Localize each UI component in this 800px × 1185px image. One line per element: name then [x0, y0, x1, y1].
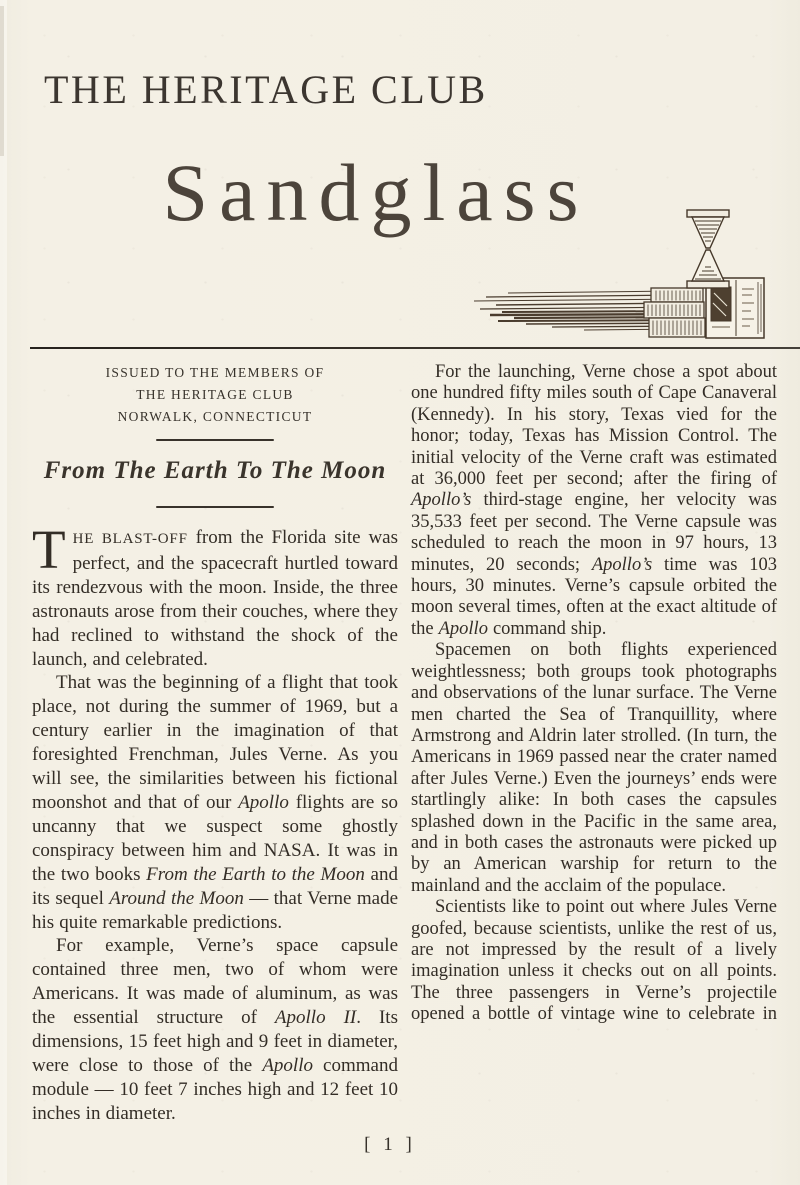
body-paragraph [411, 362, 777, 640]
body-text: flights are so uncanny that we suspect some ghostly conspiracy between him and NASA. It was in the two books [32, 791, 398, 885]
italic-text: From the Earth to the Moon [146, 863, 365, 885]
italic-text: Around the Moon [109, 887, 244, 909]
issued-line-1: ISSUED TO THE MEMBERS OF [105, 365, 325, 380]
body-text: For the launching, Verne chose a spot about one hundred fifty miles south of Cape Canaveral (Kennedy). In his story, Texas vied for the honor; today, Texas has Mission Control. The initial velocity of the Verne craft was estimated at 36,000 feet per second; after the firing of [411, 362, 777, 490]
left-column-text [32, 519, 398, 1126]
body-text: That was the beginning of a flight that took place, not during the summer of 1969, but a century earlier in the imagination of that foresighted Frenchman, Jules Verne. As you will see, the similarities between his fictional moonshot and that of our [32, 672, 398, 813]
header-rule [30, 347, 800, 349]
italic-text: Apollo II [274, 1007, 357, 1029]
lead-small-caps: HE BLAST-OFF [72, 531, 188, 547]
body-text: third-stage engine, her velocity was 35,533 feet per second. The Verne capsule was scheduled to reach the moon in 97 hours, 13 minutes, 20 seconds; [411, 490, 777, 575]
drop-cap: T [32, 519, 66, 580]
italic-text: Apollo [438, 618, 488, 639]
body-text: time was 103 hours, 30 minutes. Verne’s capsule orbited the moon several times, often at the exact altitude of the [411, 554, 778, 639]
body-text: For example, Verne’s space capsule contained three men, two of whom were Americans. It was made of aluminum, as was the essential structure of [32, 935, 398, 1029]
club-name: THE HERITAGE CLUB [44, 67, 488, 112]
body-paragraph [411, 640, 777, 897]
body-paragraph [32, 519, 398, 671]
body-text: command module — 10 feet 7 inches high and 12 feet 10 inches in diameter. [32, 1054, 398, 1124]
body-paragraph [32, 934, 398, 1125]
italic-text: Apollo’s [411, 490, 472, 511]
right-column [411, 356, 777, 1126]
body-text: Scientists like to point out where Jules Verne goofed, because scientists, unlike the rest of us, are not impressed by the result of a lively imagination unless it checks out on all points. The three passengers in Verne’s projectile opened a bottle of vintage wine to celebrate in [411, 897, 777, 1025]
body-text: and its sequel [32, 863, 398, 909]
article-title: From The Earth To The Moon [43, 457, 387, 484]
body-paragraph [411, 897, 777, 1025]
body-text: . Its dimensions, 15 feet high and 9 feet in diameter, were close to those of the [32, 1007, 398, 1076]
italic-text: Apollo’s [591, 554, 653, 575]
body-text: command ship. [487, 618, 607, 639]
italic-text: Apollo [262, 1054, 313, 1076]
issued-line-2: THE HERITAGE CLUB [136, 387, 294, 402]
body-text: — that Verne made his quite remarkable predictions. [32, 887, 398, 933]
issued-to-block [32, 356, 398, 428]
divider-rule-bottom [156, 506, 274, 508]
newsletter-title: Sandglass [162, 147, 590, 238]
issued-line-3: NORWALK, CONNECTICUT [117, 409, 313, 424]
body-text: Spacemen on both flights experienced weightlessness; both groups took photographs and observations of the lunar surface. The Verne men charted the Sea of Tranquillity, where Armstrong and Aldrin later strolled. (In turn, the Americans in 1969 passed near the crater named after Jules Verne.) Even the journeys’ ends were startlingly alike: In both cases the capsules splashed down in the Pacific in the same area, and in both cases the astronauts were picked up by an American warship for return to the mainland and the acclaim of the populace. [411, 640, 777, 896]
left-column [32, 356, 398, 1126]
article-columns [32, 356, 778, 1126]
right-column-text [411, 356, 777, 1026]
divider-rule-top [156, 439, 274, 441]
italic-text: Apollo [238, 791, 289, 813]
page-number: [ 1 ] [364, 1134, 416, 1155]
body-paragraph [32, 671, 398, 934]
body-text: from the Florida site was perfect, and the spacecraft hurtled toward its rendezvous with the moon. Inside, the three astronauts arose from their couches, where they had reclined to withstand the shock of the launch, and celebrated. [32, 527, 398, 670]
hourglass-books-illustration [468, 205, 780, 347]
hourglass-icon [687, 210, 729, 288]
